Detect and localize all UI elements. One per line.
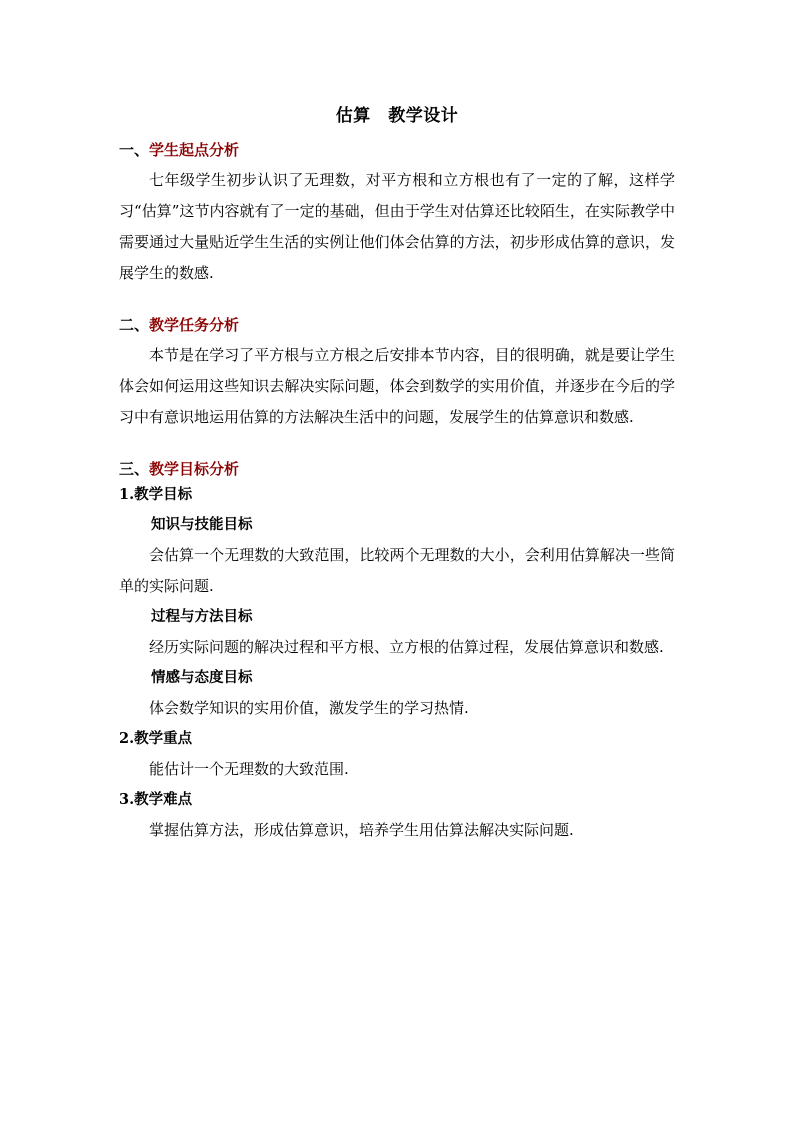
goal-heading-emotion: 情感与态度目标 — [151, 669, 253, 686]
goal-text-process: 经历实际问题的解决过程和平方根、立方根的估算过程，发展估算意识和数感. — [149, 638, 664, 656]
section-paragraph: 七年级学生初步认识了无理数，对平方根和立方根也有了一定的了解，这样学习“估算”这节内容就有了一定的基础，但由于学生对估算还比较陌生，在实际教学中需要通过大量贴近学生生活的实例让他们体会估算的方法，初步形成估算的意识，发展学生的数感. — [119, 171, 675, 282]
subsection-heading-teaching-goals: 1.教学目标 — [119, 486, 193, 503]
section-heading-task-analysis — [119, 314, 675, 336]
section-number: 一、 — [119, 141, 150, 159]
section-spacer — [119, 289, 675, 314]
section-spacer — [119, 433, 675, 458]
subsection-heading-difficulty: 3.教学难点 — [119, 791, 193, 808]
section-heading-student-analysis — [119, 139, 675, 161]
goal-text-knowledge: 会估算一个无理数的大致范围，比较两个无理数的大小，会利用估算解决一些简单的实际问题. — [119, 546, 675, 595]
section-number: 二、 — [119, 316, 150, 334]
key-point-text: 能估计一个无理数的大致范围. — [149, 760, 349, 778]
subsection-heading-key-point: 2.教学重点 — [119, 730, 193, 747]
section-title: 教学任务分析 — [149, 316, 240, 334]
goal-heading-process: 过程与方法目标 — [151, 608, 253, 625]
difficulty-text: 掌握估算方法，形成估算意识，培养学生用估算法解决实际问题. — [149, 821, 574, 839]
section-title: 学生起点分析 — [149, 141, 240, 159]
goal-text-emotion: 体会数学知识的实用价值，激发学生的学习热情. — [149, 699, 469, 717]
goal-heading-knowledge: 知识与技能目标 — [151, 516, 253, 533]
section-title: 教学目标分析 — [149, 460, 240, 478]
section-paragraph: 本节是在学习了平方根与立方根之后安排本节内容，目的很明确，就是要让学生体会如何运用这些知识去解决实际问题，体会到数学的实用价值，并逐步在今后的学习中有意识地运用估算的方法解决生活中的问题，发展学生的估算意识和数感. — [119, 346, 675, 426]
document-page — [119, 103, 675, 846]
document-title: 估算 教学设计 — [335, 106, 459, 126]
section-number: 三、 — [119, 460, 150, 478]
section-heading-goal-analysis — [119, 458, 675, 480]
